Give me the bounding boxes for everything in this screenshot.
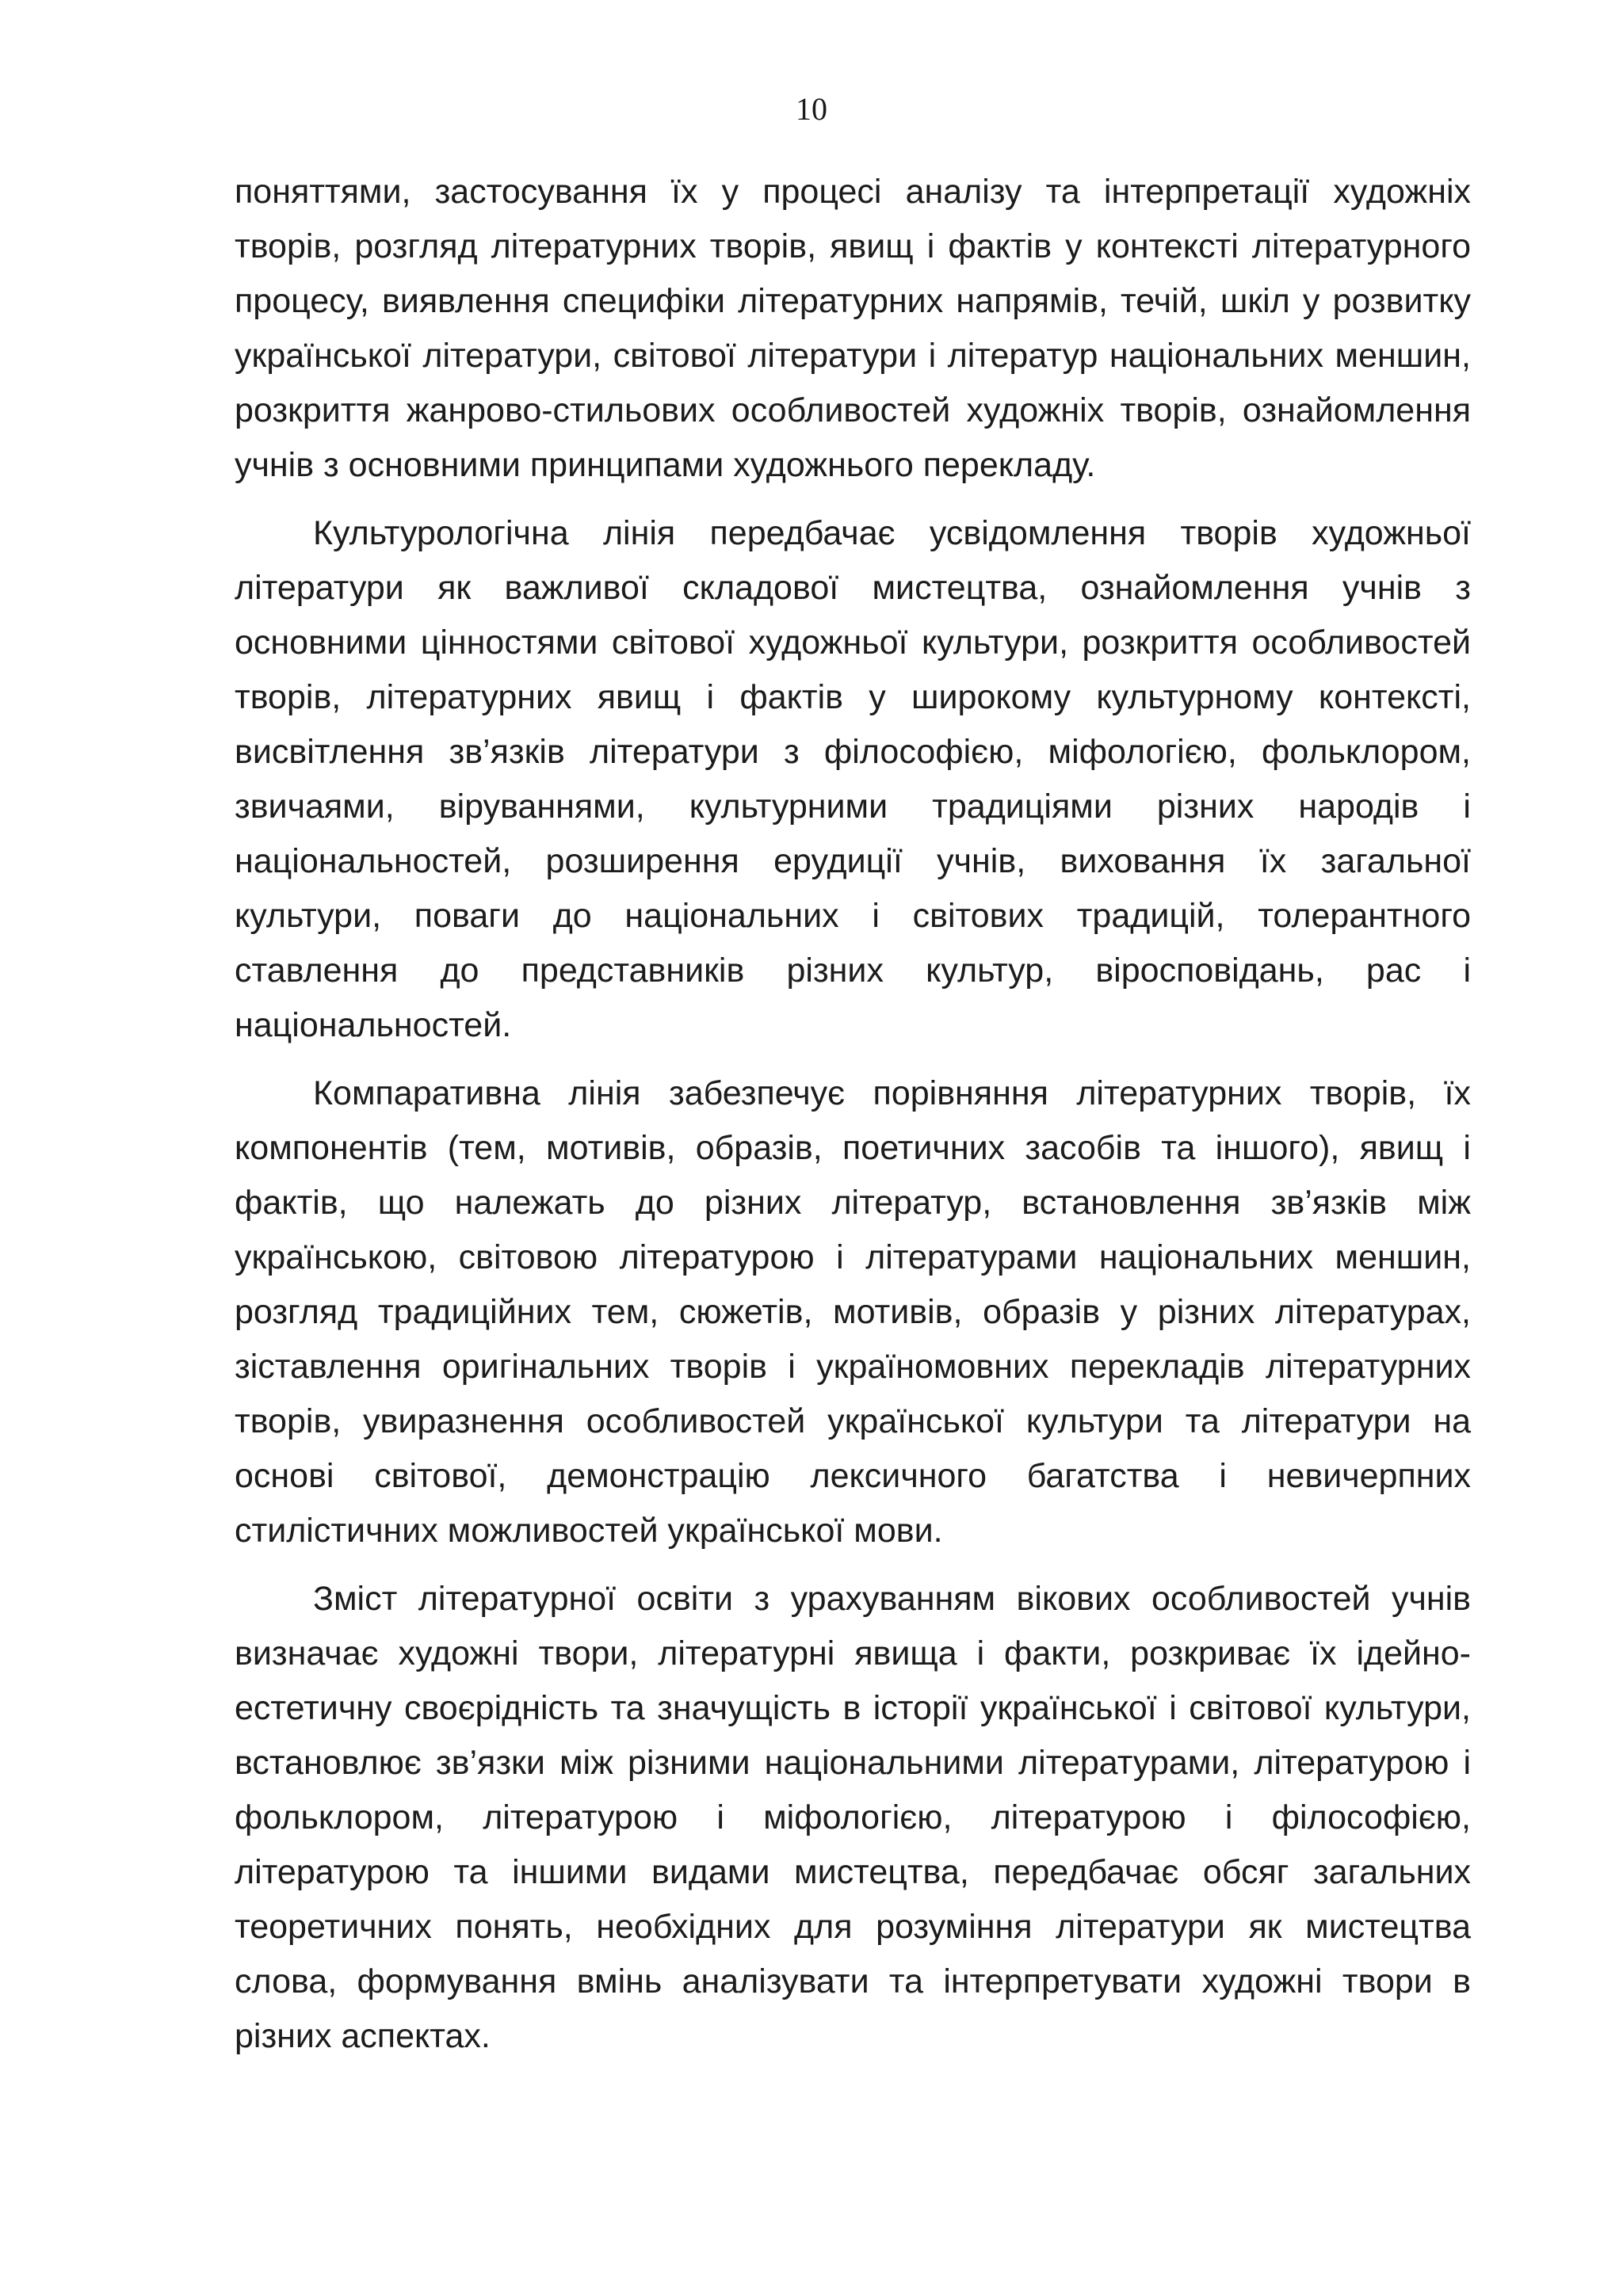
- paragraph-culturological-line: Культурологічна лінія передбачає усвідомлення творів художньої літератури як важливої складової мистецтва, ознайомлення учнів з основними цінностями світової художньої культури, розкриття особливостей творів, літературних явищ і фактів у широкому культурному контексті, висвітлення зв’язків літератури з філософією, міфологією, фольклором, звичаями, віруваннями, культурними традиціями різних народів і національностей, розширення ерудиції учнів, виховання їх загальної культури, поваги до національних і світових традицій, толерантного ставлення до представників різних культур, віросповідань, рас і національностей.: [235, 514, 1471, 1044]
- paragraph-literary-education-content: Зміст літературної освіти з урахуванням вікових особливостей учнів визначає художні твори, літературні явища і факти, розкриває їх ідейно-естетичну своєрідність та значущість в історії української і світової культури, встановлює зв’язки між різними національними літературами, літературою і фольклором, літературою і міфологією, літературою і філософією, літературою та іншими видами мистецтва, передбачає обсяг загальних теоретичних понять, необхідних для розуміння літератури як мистецтва слова, формування вмінь аналізувати та інтерпретувати художні твори в різних аспектах.: [235, 1580, 1471, 2055]
- paragraph-comparative-line: Компаративна лінія забезпечує порівняння літературних творів, їх компонентів (тем, мотивів, образів, поетичних засобів та іншого), явищ і фактів, що належать до різних літератур, встановлення зв’язків між українською, світовою літературою і літературами національних меншин, розгляд традиційних тем, сюжетів, мотивів, образів у різних літературах, зіставлення оригінальних творів і україномовних перекладів літературних творів, увиразнення особливостей української культури та літератури на основі світової, демонстрацію лексичного багатства і невичерпних стилістичних можливостей української мови.: [235, 1074, 1471, 1550]
- body-text: [235, 165, 1471, 2077]
- paragraph-continuation: поняттями, застосування їх у процесі аналізу та інтерпретації художніх творів, розгляд літературних творів, явищ і фактів у контексті літературного процесу, виявлення специфіки літературних напрямів, течій, шкіл у розвитку української літератури, світової літератури і літератур національних меншин, розкриття жанрово-стильових особливостей художніх творів, ознайомлення учнів з основними принципами художнього перекладу.: [235, 173, 1471, 484]
- page-number: 10: [796, 91, 827, 127]
